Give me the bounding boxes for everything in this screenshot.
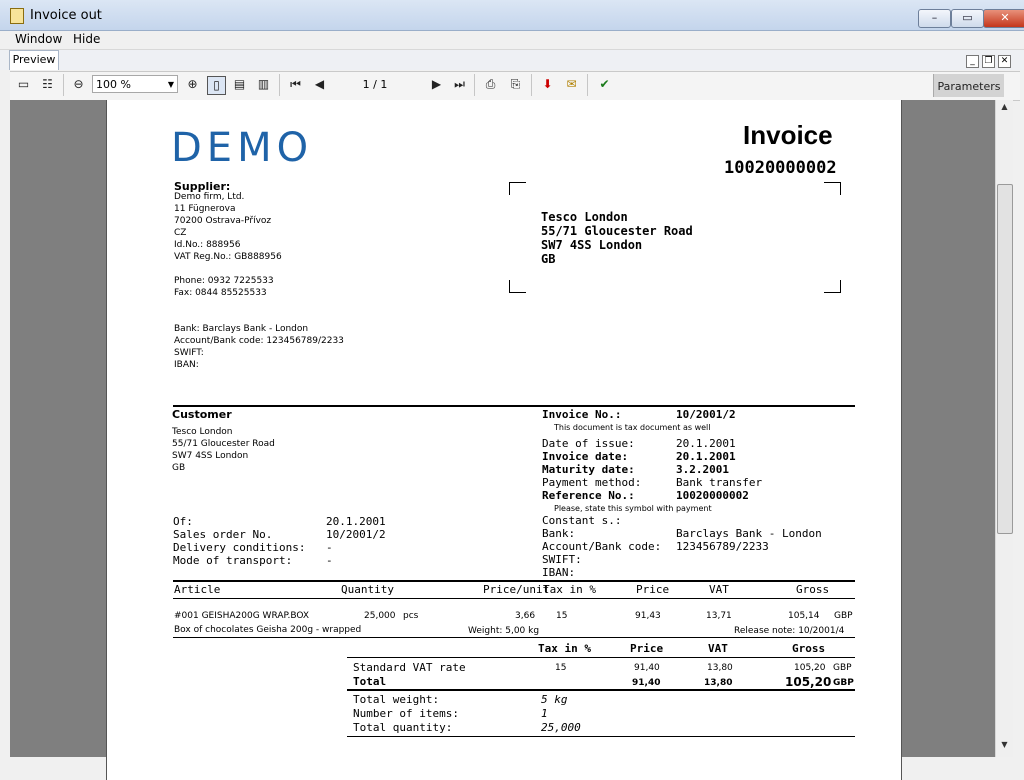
info-label: Of:	[173, 515, 193, 528]
address-corner	[509, 182, 526, 195]
title-bar	[0, 0, 1024, 31]
email-icon[interactable]: ✉	[566, 77, 577, 91]
print-settings-icon[interactable]: ⎘	[510, 77, 521, 91]
supplier-contact	[174, 275, 274, 299]
address-corner	[824, 182, 841, 195]
vat-rate-label: Standard VAT rate	[353, 661, 466, 674]
customer-line: SW7 4SS London	[172, 451, 249, 461]
logo: DEMO	[171, 125, 314, 171]
address-corner	[824, 280, 841, 293]
supplier-line: Id.No.: 888956	[174, 240, 241, 250]
item-code: #001 GEISHA200G WRAP.BOX	[174, 611, 310, 621]
total-vat: 13,80	[704, 678, 733, 688]
scroll-up-icon[interactable]: ▲	[1001, 102, 1008, 111]
supplier-bank-name: Bank: Barclays Bank - London	[174, 324, 309, 334]
col-vat: VAT	[709, 583, 729, 596]
supplier-line: Demo firm, Ltd.	[174, 192, 245, 202]
invoice-number: 10020000002	[724, 158, 837, 178]
totals-rule	[347, 736, 855, 737]
section-divider	[173, 405, 855, 407]
tab-strip	[0, 50, 1024, 70]
date-value: 3.2.2001	[676, 463, 729, 476]
item-description: Box of chocolates Geisha 200g - wrapped	[174, 625, 362, 635]
vertical-scrollbar[interactable]	[995, 100, 1013, 757]
invoice-dates-labels	[542, 437, 641, 502]
col-quantity: Quantity	[341, 583, 394, 596]
recipient-line: Tesco London	[541, 210, 628, 224]
close-button[interactable]: ✕	[983, 9, 1024, 28]
recipient-line: GB	[541, 252, 556, 266]
info-label: Delivery conditions:	[173, 541, 306, 554]
supplier-address	[174, 191, 282, 263]
payment-labels	[542, 514, 661, 579]
print-icon[interactable]: ⎙	[485, 77, 496, 91]
info-value: -	[326, 554, 333, 567]
table-header-rule	[173, 598, 855, 599]
tab-preview[interactable]: Preview	[9, 50, 59, 70]
supplier-iban: IBAN:	[174, 360, 199, 370]
page-indicator: 1 / 1	[362, 78, 388, 91]
item-vat: 13,71	[706, 611, 732, 621]
vat-rate-price: 91,40	[634, 663, 660, 673]
date-label: Reference No.:	[542, 489, 635, 502]
mdi-restore-icon[interactable]: ❐	[982, 55, 995, 68]
checklist-icon[interactable]: ✔	[599, 77, 610, 91]
table-row-rule	[173, 637, 855, 638]
tax-note: This document is tax document as well	[554, 423, 711, 432]
sum-col-vat: VAT	[708, 642, 728, 655]
payment-value: Barclays Bank - London	[676, 527, 822, 540]
parameters-button[interactable]: Parameters	[933, 74, 1004, 97]
sum-col-gross: Gross	[792, 642, 826, 655]
sum-col-tax: Tax in %	[538, 642, 591, 655]
payment-label: Account/Bank code:	[542, 540, 662, 553]
col-article: Article	[174, 583, 221, 596]
document-icon	[10, 8, 24, 24]
payment-value	[676, 514, 822, 527]
total-rule	[347, 689, 855, 691]
customer-line: 55/71 Gloucester Road	[172, 439, 275, 449]
address-corner	[509, 280, 526, 293]
supplier-bank	[174, 323, 344, 371]
zoom-value: 100 %	[96, 78, 131, 91]
toolbar-separator	[279, 74, 280, 96]
customer-line: Tesco London	[172, 427, 233, 437]
previous-page-icon[interactable]: ◀	[314, 77, 325, 91]
total-price: 91,40	[632, 678, 661, 688]
payment-label: SWIFT:	[542, 553, 582, 566]
toolbar-separator	[474, 74, 475, 96]
payment-values	[676, 514, 822, 553]
customer-address	[172, 426, 275, 474]
order-info	[173, 515, 305, 567]
supplier-label: Supplier:	[174, 180, 231, 193]
supplier-account: Account/Bank code: 123456789/2233	[174, 336, 344, 346]
supplier-swift: SWIFT:	[174, 348, 204, 358]
info-label: Sales order No.	[173, 528, 273, 541]
scroll-down-icon[interactable]: ▼	[1001, 740, 1008, 749]
date-value: 20.1.2001	[676, 437, 736, 450]
payment-label: IBAN:	[542, 566, 576, 579]
item-release-note: Release note: 10/2001/4	[734, 626, 845, 636]
summary-header-rule	[347, 657, 855, 658]
first-page-icon[interactable]: ⏮	[290, 77, 301, 91]
totals-value: 1	[541, 707, 548, 720]
menu-bar	[0, 31, 1024, 50]
export-pdf-icon[interactable]: ⬇	[542, 77, 553, 91]
totals-labels	[353, 693, 459, 735]
recipient-address	[541, 210, 693, 266]
tree-icon[interactable]: ☷	[42, 77, 53, 91]
info-label: Mode of transport:	[173, 554, 293, 567]
customer-line: GB	[172, 463, 186, 473]
payment-label: Bank:	[542, 527, 576, 540]
supplier-line: CZ	[174, 228, 187, 238]
info-value: -	[326, 541, 333, 554]
recipient-line: SW7 4SS London	[541, 238, 643, 252]
whole-page-icon[interactable]: ▥	[257, 77, 270, 91]
customer-label: Customer	[172, 408, 232, 421]
supplier-line: 70200 Ostrava-Přívoz	[174, 216, 272, 226]
item-weight: Weight: 5,00 kg	[468, 626, 540, 636]
sum-col-price: Price	[630, 642, 664, 655]
scroll-thumb[interactable]	[997, 184, 1013, 534]
date-label: Maturity date:	[542, 463, 635, 476]
order-info-values	[326, 515, 386, 567]
vat-rate-vat: 13,80	[707, 663, 733, 673]
totals-values	[541, 693, 581, 735]
zoom-select[interactable]	[92, 75, 178, 93]
single-page-icon[interactable]: ▯	[207, 76, 226, 95]
supplier-fax: Fax: 0844 85525533	[174, 288, 267, 298]
item-price: 91,43	[635, 611, 661, 621]
total-gross: 105,20	[785, 675, 832, 689]
toolbar-separator	[531, 74, 532, 96]
invoice-no-label: Invoice No.:	[542, 408, 622, 421]
toolbar-separator	[63, 74, 64, 96]
totals-label: Number of items:	[353, 707, 459, 720]
date-label: Payment method:	[542, 476, 642, 489]
totals-value: 5 kg	[541, 693, 568, 706]
last-page-icon[interactable]: ⏭	[454, 77, 465, 91]
totals-label: Total weight:	[353, 693, 440, 706]
date-label: Date of issue:	[542, 437, 635, 450]
supplier-line: VAT Reg.No.: GB888956	[174, 252, 282, 262]
item-unit: pcs	[403, 611, 419, 621]
date-label: Invoice date:	[542, 450, 629, 463]
col-price: Price	[636, 583, 670, 596]
invoice-no-value: 10/2001/2	[676, 408, 736, 421]
reference-note: Please, state this symbol with payment	[554, 504, 712, 513]
chevron-down-icon: ▼	[167, 80, 174, 89]
zoom-in-icon[interactable]: ⊕	[187, 77, 198, 91]
item-price-unit: 3,66	[515, 611, 536, 621]
date-value: 10020000002	[676, 489, 749, 502]
mdi-close-icon[interactable]: ✕	[998, 55, 1011, 68]
payment-label: Constant s.:	[542, 514, 622, 527]
date-value: 20.1.2001	[676, 450, 736, 463]
supplier-phone: Phone: 0932 7225533	[174, 276, 274, 286]
toolbar-separator	[587, 74, 588, 96]
col-gross: Gross	[796, 583, 830, 596]
zoom-out-icon[interactable]: ⊖	[73, 77, 84, 91]
supplier-line: 11 Fügnerova	[174, 204, 236, 214]
vat-rate-currency: GBP	[833, 663, 852, 673]
menu-hide[interactable]: Hide	[73, 32, 101, 46]
col-tax: Tax in %	[543, 583, 596, 596]
col-price-unit: Price/unit	[483, 583, 550, 596]
invoice-heading: Invoice	[743, 120, 833, 150]
invoice-dates-values	[676, 437, 762, 502]
total-label: Total	[353, 675, 387, 688]
totals-value: 25,000	[541, 721, 581, 734]
item-qty: 25,000	[364, 611, 396, 621]
vat-rate-tax: 15	[555, 663, 567, 673]
payment-value: 123456789/2233	[676, 540, 769, 553]
table-top-rule	[173, 580, 855, 582]
maximize-button[interactable]: ▭	[951, 9, 984, 28]
info-value: 10/2001/2	[326, 528, 386, 541]
vat-rate-gross: 105,20	[794, 663, 826, 673]
invoice-page	[106, 100, 902, 780]
recipient-line: 55/71 Gloucester Road	[541, 224, 693, 238]
collapse-icon[interactable]: ▭	[17, 77, 30, 91]
item-tax: 15	[556, 611, 568, 621]
menu-window[interactable]: Window	[15, 32, 63, 46]
date-value: Bank transfer	[676, 476, 763, 489]
total-currency: GBP	[833, 678, 854, 688]
mdi-minimize-icon[interactable]: _	[966, 55, 979, 68]
totals-label: Total quantity:	[353, 721, 453, 734]
info-value: 20.1.2001	[326, 515, 386, 528]
minimize-button[interactable]: –	[918, 9, 951, 28]
window-title: Invoice out	[30, 8, 102, 23]
item-currency: GBP	[834, 611, 853, 621]
page-width-icon[interactable]: ▤	[233, 77, 246, 91]
next-page-icon[interactable]: ▶	[431, 77, 442, 91]
item-gross: 105,14	[788, 611, 820, 621]
